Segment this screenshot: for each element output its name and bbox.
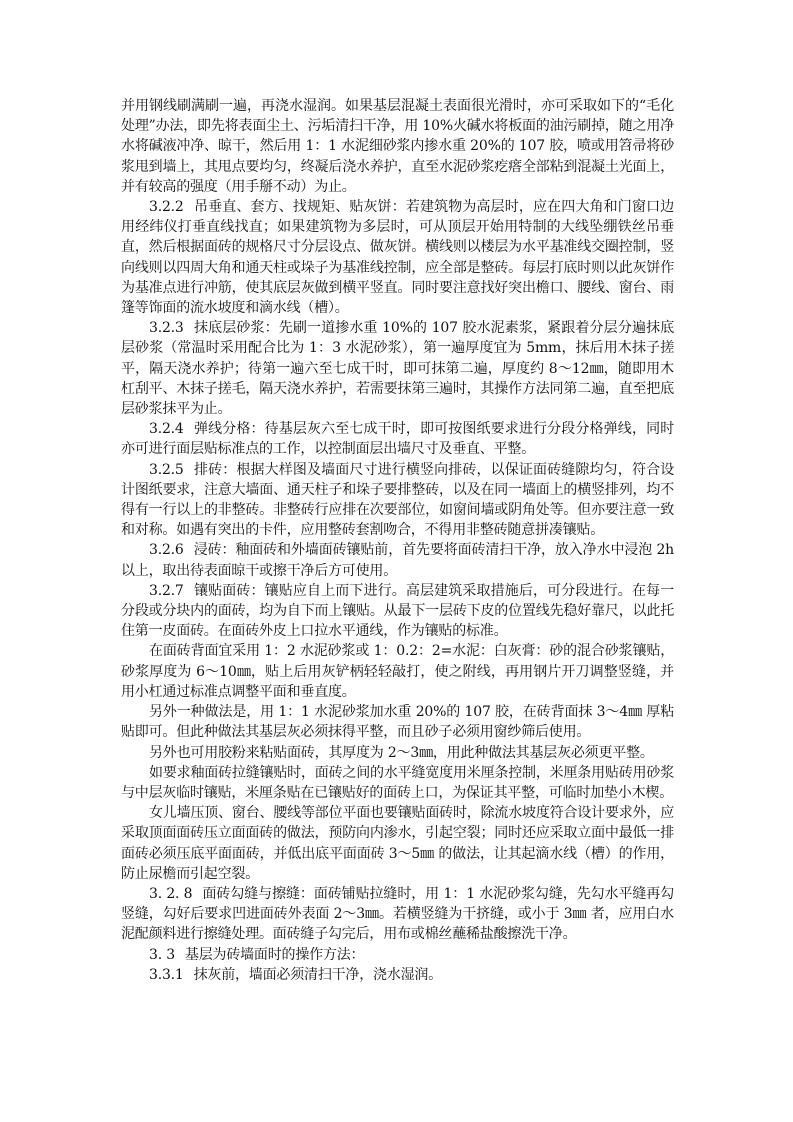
- document-page: [121, 96, 674, 985]
- section-3-2-2: [121, 197, 674, 318]
- paragraph-text: 并用钢线刷满刷一遍，再浇水湿润。如果基层混凝土表面很光滑时，亦可采取如下的“毛化处理”办法，即先将表面尘土、污垢清扫干净，用 10%火碱水将板面的油污刷掉，随之用净水将碱液冲净、晾干，然后用 1：1 水泥细砂浆内掺水重 20%的 107 胶，喷或用笤帚将砂浆甩到墙上，其甩点要均匀，终凝后浇水养护，直至水泥砂浆疙瘩全部粘到混凝土光面上，并有较高的强度（用手掰不动）为止。: [121, 98, 674, 195]
- section-3-2-5: [121, 460, 674, 541]
- paragraph-text: 面砖勾缝与擦缝：面砖铺贴拉缝时，用 1：1 水泥砂浆勾缝，先勾水平缝再勾竖缝，勾好后要求凹进面砖外表面 2～3㎜。若横竖缝为干挤缝，或小于 3㎜ 者，应用白水泥配颜料进行擦缝处理。面砖缝子勾完后，用布或棉丝蘸稀盐酸擦洗干净。: [121, 885, 674, 943]
- paragraph-text: 在面砖背面宜采用 1：2 水泥砂浆或 1：0.2：2=水泥：白灰膏：砂的混合砂浆镶贴，砂浆厚度为 6～10㎜，贴上后用灰铲柄轻轻敲打，使之附线，再用钢片开刀调整竖缝，并用小杠通过标准点调整平面和垂直度。: [121, 643, 674, 700]
- section-3-2-8: [121, 884, 674, 945]
- paragraph-text: 另外也可用胶粉来粘贴面砖，其厚度为 2～3㎜，用此种做法其基层灰必须更平整。: [149, 744, 654, 761]
- paragraph-text: 如要求釉面砖拉缝镶贴时，面砖之间的水平缝宽度用米厘条控制，米厘条用贴砖用砂浆与中层灰临时镶贴，米厘条贴在已镶贴好的面砖上口，为保证其平整，可临时加垫小木楔。: [121, 764, 674, 801]
- section-3-2-4: [121, 419, 674, 459]
- paragraph-continuation: [121, 96, 674, 197]
- paragraph-text: 抹底层砂浆：先刷一道掺水重 10%的 107 胶水泥素浆，紧跟着分层分遍抹底层砂浆（常温时采用配合比为 1：3 水泥砂浆），第一遍厚度宜为 5mm，抹后用木抹子搓平，隔天浇水养护；待第一遍六至七成干时，即可抹第二遍，厚度约 8～12㎜，随即用木杠刮平、木抹子搓毛，隔天浇水养护，若需要抹第三遍时，其操作方法同第二遍，直至把底层砂浆抹平为止。: [121, 320, 674, 418]
- paragraph-parapet: [121, 803, 674, 884]
- section-number: 3.2.7: [149, 582, 184, 599]
- paragraph-text: 抹灰前，墙面必须清扫干净，浇水湿润。: [193, 966, 443, 983]
- section-number: 3. 2. 8: [149, 885, 193, 902]
- section-3-2-7: [121, 581, 674, 642]
- section-3-2-3: [121, 318, 674, 419]
- paragraph-gap-tiling: [121, 763, 674, 803]
- section-number: 3. 3: [149, 946, 175, 963]
- section-number: 3.2.3: [149, 320, 184, 337]
- paragraph-text: 女儿墙压顶、窗台、腰线等部位平面也要镶贴面砖时，除流水坡度符合设计要求外，应采取顶面面砖压立面面砖的做法，预防向内渗水，引起空裂；同时还应采取立面中最低一排面砖必须压底平面面砖，并低出底平面面砖 3～5㎜ 的做法，让其起滴水线（槽）的作用，防止尿檐而引起空裂。: [121, 805, 674, 882]
- section-number: 3.2.6: [149, 542, 184, 559]
- section-3-3-1: [121, 965, 674, 985]
- paragraph-mortar-back: [121, 641, 674, 702]
- section-number: 3.3.1: [149, 966, 184, 983]
- paragraph-glue-powder: [121, 743, 674, 763]
- paragraph-text: 浸砖：釉面砖和外墙面砖镶贴前，首先要将面砖清扫干净，放入净水中浸泡 2h 以上，取出待表面晾干或擦干净后方可使用。: [121, 542, 674, 579]
- section-number: 3.2.2: [149, 199, 184, 216]
- paragraph-alt-method: [121, 702, 674, 742]
- paragraph-text: 弹线分格：待基层灰六至七成干时，即可按图纸要求进行分段分格弹线，同时亦可进行面层贴标准点的工作，以控制面层出墙尺寸及垂直、平整。: [121, 421, 674, 458]
- section-3-2-6: [121, 540, 674, 580]
- section-number: 3.2.4: [149, 421, 184, 438]
- paragraph-text: 另外一种做法是，用 1：1 水泥砂浆加水重 20%的 107 胶，在砖背面抹 3～4㎜ 厚粘贴即可。但此种做法其基层灰必须抹得平整，而且砂子必须用窗纱筛后使用。: [121, 704, 674, 741]
- paragraph-text: 吊垂直、套方、找规矩、贴灰饼：若建筑物为高层时，应在四大角和门窗口边用经纬仪打垂直线找直；如果建筑物为多层时，可从顶层开始用特制的大线坠绷铁丝吊垂直，然后根据面砖的规格尺寸分层设点、做灰饼。横线则以楼层为水平基准线交圈控制，竖向线则以四周大角和通天柱或垛子为基准线控制，应全部是整砖。每层打底时则以此灰饼作为基准点进行冲筋，使其底层灰做到横平竖直。同时要注意找好突出檐口、腰线、窗台、雨篷等饰面的流水坡度和滴水线（槽）。: [121, 199, 674, 317]
- section-3-3: [121, 945, 674, 965]
- paragraph-text: 排砖：根据大样图及墙面尺寸进行横竖向排砖，以保证面砖缝隙均匀，符合设计图纸要求，注意大墙面、通天柱子和垛子要排整砖，以及在同一墙面上的横竖排列，均不得有一行以上的非整砖。非整砖行应排在次要部位，如窗间墙或阴角处等。但亦要注意一致和对称。如遇有突出的卡件，应用整砖套割吻合，不得用非整砖随意拼凑镶贴。: [121, 461, 674, 539]
- section-number: 3.2.5: [149, 461, 184, 478]
- paragraph-text: 基层为砖墙面时的操作方法：: [184, 946, 365, 963]
- paragraph-text: 镶贴面砖：镶贴应自上而下进行。高层建筑采取措施后，可分段进行。在每一分段或分块内的面砖，均为自下而上镶贴。从最下一层砖下皮的位置线先稳好靠尺，以此托住第一皮面砖。在面砖外皮上口拉水平通线，作为镶贴的标准。: [121, 582, 674, 640]
